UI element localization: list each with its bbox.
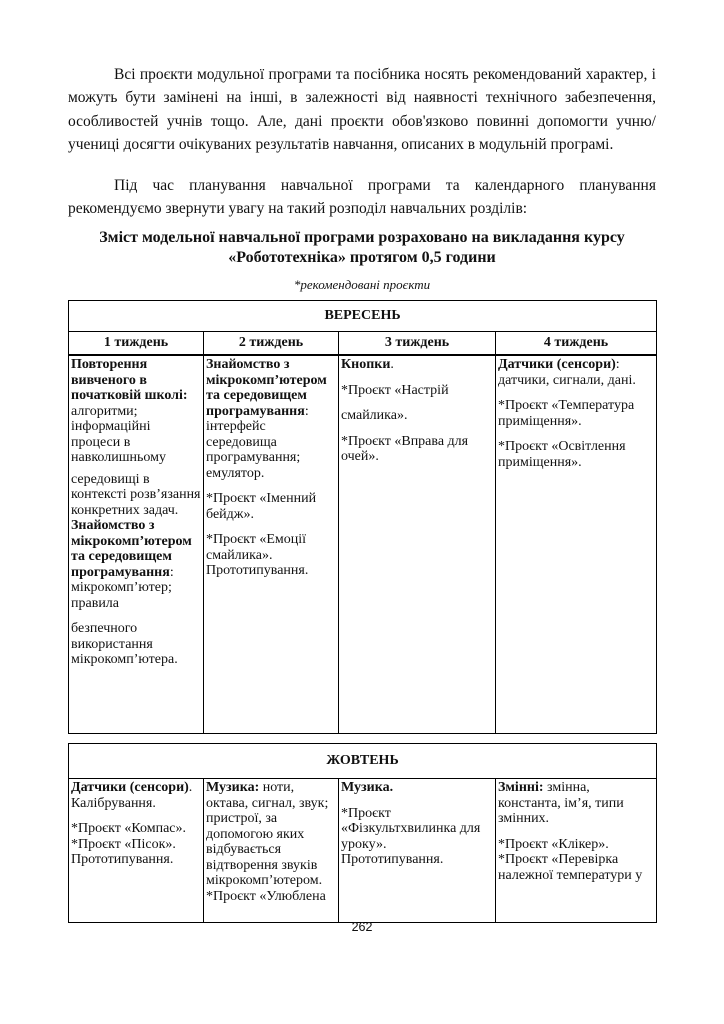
- week-1-header: 1 тиждень: [69, 332, 204, 356]
- intro-paragraph-2: Під час планування навчальної програми та календарного планування рекомендуємо звернути увагу на такий розподіл навчальних розділів:: [68, 177, 656, 218]
- topic-buttons-text: .: [390, 357, 394, 372]
- month-september: ВЕРЕСЕНЬ: [69, 301, 657, 332]
- topic-music: Музика:: [206, 780, 260, 795]
- topic-microcomputer: Знайомство з мікрокомп’ютером та середовищем програмування: [71, 518, 192, 580]
- week-3-header: 3 тиждень: [339, 332, 496, 356]
- project-sand: *Проєкт «Пісок».: [71, 836, 176, 852]
- topic-environment: Знайомство з мікрокомп’ютером та середовищем програмування: [206, 357, 327, 419]
- project-name-badge: *Проєкт «Іменний бейдж».: [206, 491, 317, 522]
- september-week-1-cell: [69, 355, 204, 734]
- project-clicker: *Проєкт «Клікер».: [498, 836, 609, 852]
- topic-variables-text: змінна, константа, ім’я, типи змінних.: [498, 780, 624, 826]
- project-physical-break: *Проєкт «Фізкультхвилинка для уроку».: [341, 805, 481, 852]
- topic-sensors-calibration: Датчики (сенсори): [71, 780, 189, 795]
- intro-paragraph-1: Всі проєкти модульної програми та посібника носять рекомендований характер, і можуть бути замінені на інші, в залежності від наявності технічного забезпечення, особливостей учнів тощо. Але, дані проєкти обов'язково повинні допомогти учню/учениці досягти очікуваних результатів навчання, описаних в модульній програмі.: [68, 66, 656, 154]
- project-temperature-check: *Проєкт «Перевірка належної температури у: [498, 852, 643, 883]
- topic-review-cont: середовищі в контексті розв’язання конкретних задач.: [71, 471, 201, 518]
- page-number: 262: [351, 920, 373, 934]
- schedule-table: [68, 300, 657, 923]
- september-week-2-cell: [204, 355, 339, 734]
- october-week-3-cell: [339, 779, 496, 923]
- program-heading-line-2: «Робототехніка» протягом 0,5 години: [228, 249, 496, 266]
- project-smiley-emotions: *Проєкт «Емоції смайлика». Прототипування.: [206, 532, 309, 578]
- project-eye-exercise: *Проєкт «Вправа для очей».: [341, 433, 469, 464]
- recommended-projects-note: *рекомендовані проєкти: [293, 277, 431, 292]
- topic-music-practice: Музика.: [341, 780, 394, 795]
- september-week-4-cell: [496, 355, 657, 734]
- project-smiley-mood-cont: смайлика».: [341, 408, 408, 423]
- topic-sensors-calibration-text: . Калібрування.: [71, 780, 193, 811]
- program-heading-line-1: Зміст модельної навчальної програми розраховано на викладання курсу: [99, 229, 625, 246]
- october-week-2-cell: [204, 779, 339, 923]
- topic-microcomputer-text: : мікрокомп’ютер; правила: [71, 564, 174, 611]
- project-compass: *Проєкт «Компас».: [71, 821, 187, 836]
- topic-buttons: Кнопки: [341, 357, 391, 372]
- october-prototyping-3: Прототипування.: [341, 852, 444, 867]
- october-week-4-cell: [496, 779, 657, 923]
- month-october: ЖОВТЕНЬ: [69, 744, 657, 779]
- project-room-temperature: *Проєкт «Температура приміщення».: [498, 398, 635, 429]
- topic-environment-text: : інтерфейс середовища програмування; емулятор.: [206, 403, 309, 481]
- september-week-3-cell: [339, 355, 496, 734]
- topic-variables: Змінні:: [498, 780, 544, 795]
- program-heading: [60, 228, 664, 268]
- topic-sensors-text: : датчики, сигнали, дані.: [498, 357, 636, 388]
- october-week-1-cell: [69, 779, 204, 923]
- topic-review: Повторення вивченого в початковій школі:: [71, 357, 188, 403]
- october-prototyping-1: Прототипування.: [71, 852, 174, 867]
- topic-review-text: алгоритми; інформаційні процеси в навколишньому: [71, 403, 166, 465]
- topic-sensors: Датчики (сенсори): [498, 357, 616, 372]
- project-room-lighting: *Проєкт «Освітлення приміщення».: [498, 439, 626, 470]
- week-2-header: 2 тиждень: [204, 332, 339, 356]
- topic-safety: безпечного використання мікрокомп’ютера.: [71, 621, 178, 667]
- table-gap: [69, 734, 657, 744]
- project-smiley-mood: *Проєкт «Настрій: [341, 382, 449, 398]
- week-4-header: 4 тиждень: [496, 332, 657, 356]
- topic-music-text: ноти, октава, сигнал, звук; пристрої, за допомогою яких відбувається відтворення звуків мікрокомп’ютером.: [206, 780, 329, 888]
- project-favorite: *Проєкт «Улюблена: [206, 888, 326, 904]
